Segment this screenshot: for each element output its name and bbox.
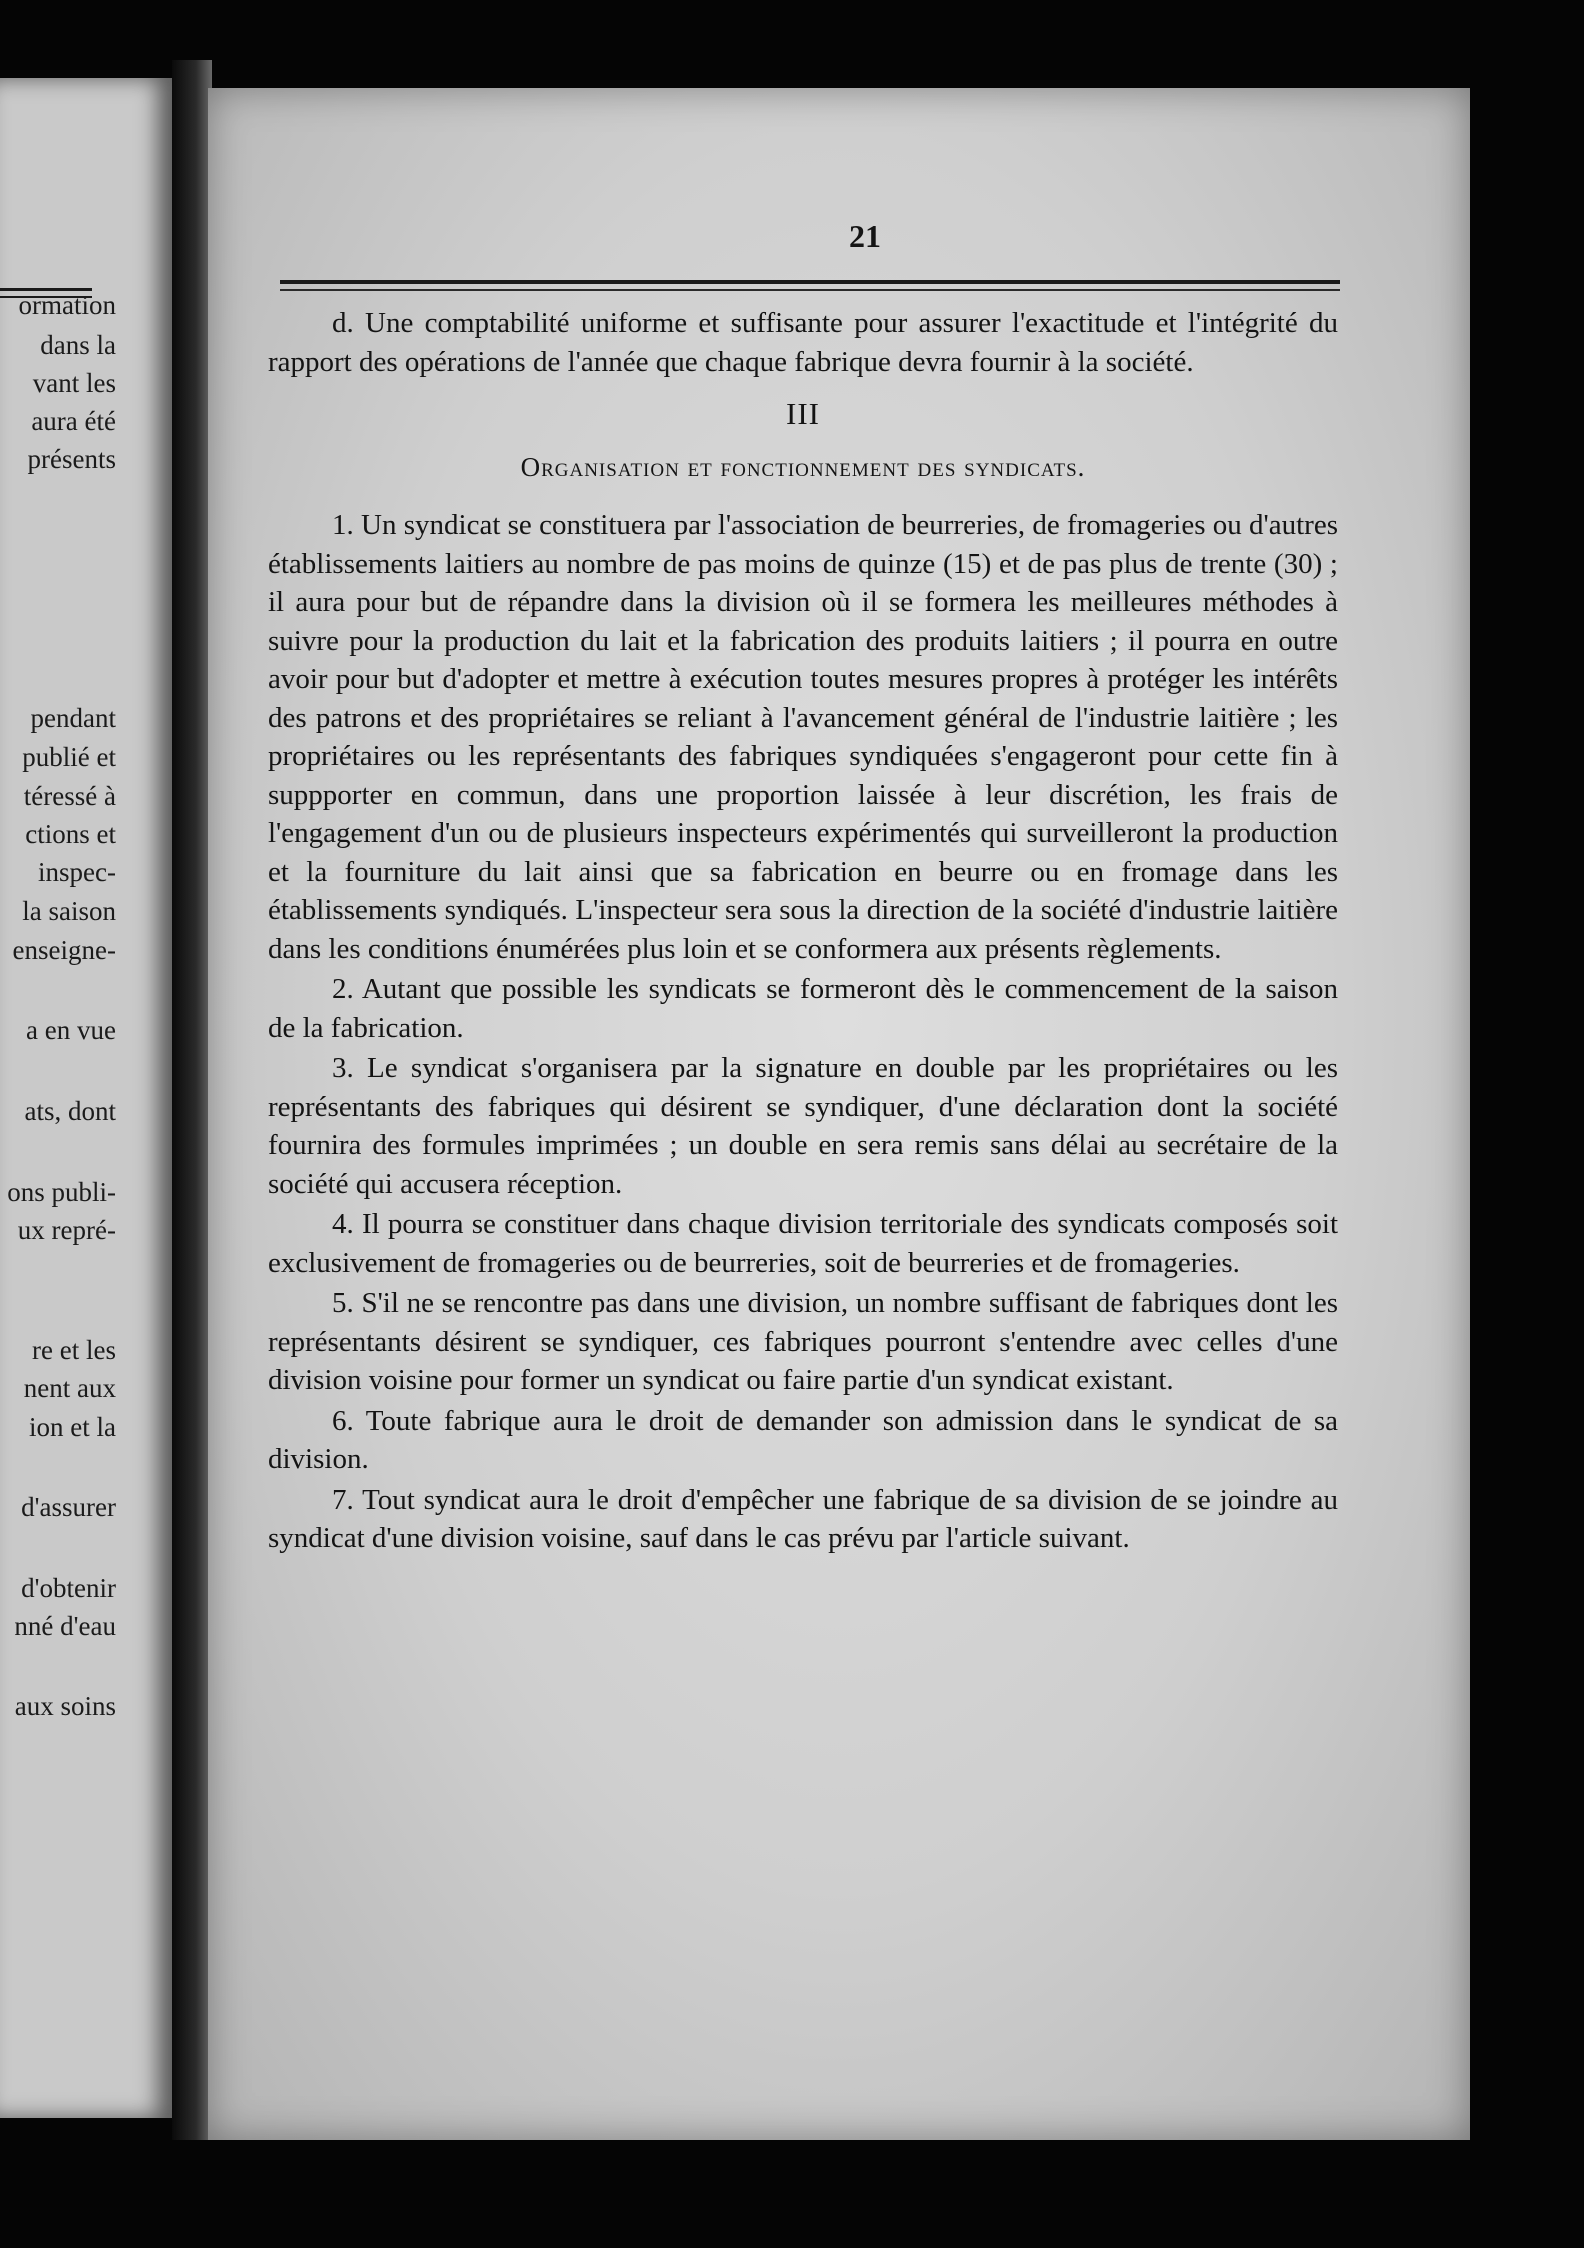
main-page [208,88,1470,2140]
header-rule [280,280,1340,284]
left-page-line: a en vue [26,1015,116,1045]
left-page-line: ats, dont [24,1096,116,1126]
left-page-line: aux soins [14,1691,116,1721]
page-number: 21 [849,218,881,254]
left-page-line: vant les [32,368,116,398]
left-page-line: d'assurer [21,1492,116,1522]
left-page-line: aura été [31,406,116,436]
section-number: III [786,396,820,431]
left-page-line: re et les [32,1335,116,1365]
book-gutter [172,60,212,2140]
article-paragraph: 6. Toute fabrique aura le droit de demander son admission dans le syndicat de sa division. [268,1404,1338,1475]
section-title: Organisation et fonctionnement des syndicats. [520,451,1086,482]
left-page-line: ion et la [29,1412,116,1442]
article-paragraph: 2. Autant que possible les syndicats se formeront dès le commencement de la saison de la fabrication. [268,973,1338,1044]
left-page-line: la saison [22,896,116,926]
left-page-line: nné d'eau [14,1611,116,1641]
left-page-line: ux repré- [17,1215,116,1245]
left-page-line: nent aux [23,1373,116,1403]
article-paragraph: 7. Tout syndicat aura le droit d'empêcher une fabrique de sa division de se joindre au syndicat d'une division voisine, sauf dans le cas prévu par l'article suivant. [268,1483,1338,1554]
left-page-line: présents [27,444,116,474]
article-paragraph: 5. S'il ne se rencontre pas dans une division, un nombre suffisant de fabriques dont les représentants désirent se syndiquer, ces fabriques pourront s'entendre avec celles d'une division voisine pour former un syndicat ou faire partie d'un syndicat existant. [268,1287,1338,1396]
body-text [268,304,1338,1558]
left-page-line: enseigne- [12,935,116,965]
left-page-line: publié et [22,742,116,772]
article-paragraph: 3. Le syndicat s'organisera par la signature en double par les propriétaires ou les représentants des fabriques qui désirent se syndiquer, d'une déclaration dont la société fournira des formules imprimées ; un double en sera remis sans délai au secrétaire de la société qui accusera réception. [268,1052,1338,1200]
article-paragraph: 4. Il pourra se constituer dans chaque division territoriale des syndicats composés soit exclusivement de fromageries ou de beurreries, soit de beurreries et de fromageries. [268,1208,1338,1279]
left-page-line: d'obtenir [21,1573,116,1603]
left-page-line: ctions et [25,819,116,849]
intro-paragraph: d. Une comptabilité uniforme et suffisante pour assurer l'exactitude et l'intégrité du rapport des opérations de l'année que chaque fabrique devra fournir à la société. [268,307,1338,378]
left-page-line: pendant [30,703,116,733]
left-page-line: dans la [40,330,116,360]
left-page-line: ormation [18,290,116,320]
left-page-line: inspec- [38,857,116,887]
header-rule-thin [280,289,1340,291]
article-paragraph: 1. Un syndicat se constituera par l'association de beurreries, de fromageries ou d'autres établissements laitiers au nombre de pas moins de quinze (15) et de pas plus de trente (30) ; il aura pour but de répandre dans la division où il se formera les meilleures méthodes à suivre pour la production du lait et la fabrication des produits laitiers ; il pourra en outre avoir pour but d'adopter et mettre à exécution toutes mesures propres à protéger les intérêts des patrons et des propriétaires se reliant à l'avancement général de l'industrie laitière ; les propriétaires ou les représentants des fabriques syndiquées s'engageront pour cette fin à suppporter en commun, dans une proportion laissée à leur discrétion, les frais de l'engagement d'un ou de plusieurs inspecteurs expérimentés qui surveilleront la production et la fourniture du lait ainsi que sa fabrication en beurre ou en fromage dans les établissements syndiqués. L'inspecteur sera sous la direction de la société d'industrie laitière dans les conditions énumérées plus loin et se conformera aux présents règlements. [268,509,1338,965]
left-page-fragment [0,78,172,2118]
left-page-line: téressé à [23,781,116,811]
left-page-line: ons publi- [7,1177,116,1207]
